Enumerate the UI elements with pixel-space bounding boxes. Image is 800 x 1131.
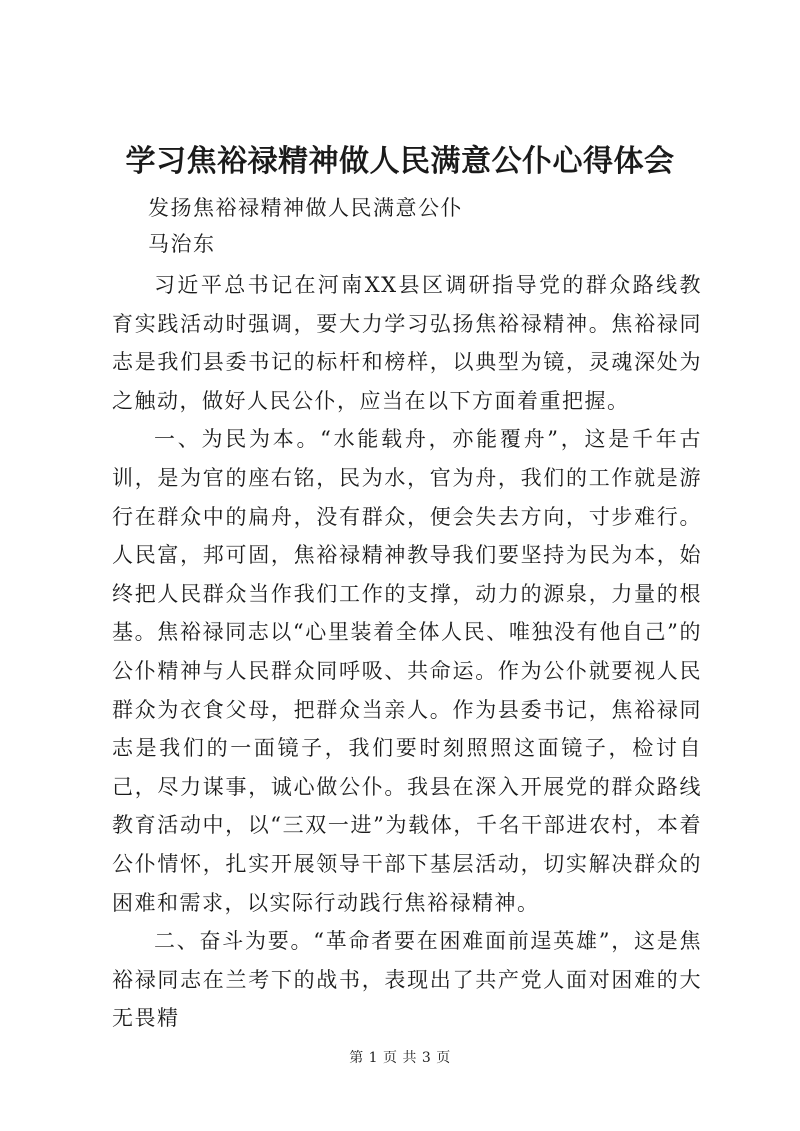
document-title: 学习焦裕禄精神做人民满意公仆心得体会 xyxy=(125,144,675,179)
document-body xyxy=(112,266,702,1038)
document-author: 马治东 xyxy=(148,232,216,256)
paragraph-section-one: 一、为民为本。“水能载舟，亦能覆舟”，这是千年古训，是为官的座右铭，民为水，官为舟，我们的工作就是游行在群众中的扁舟，没有群众，便会失去方向，寸步难行。人民富，邦可固，焦裕禄精神教导我们要坚持为民为本，始终把人民群众当作我们工作的支撑，动力的源泉，力量的根基。焦裕禄同志以“心里装着全体人民、唯独没有他自己”的公仆精神与人民群众同呼吸、共命运。作为公仆就要视人民群众为衣食父母，把群众当亲人。作为县委书记，焦裕禄同志是我们的一面镜子，我们要时刻照照这面镜子，检讨自己，尽力谋事，诚心做公仆。我县在深入开展党的群众路线教育活动中，以“三双一进”为载体，千名干部进农村，本着公仆情怀，扎实开展领导干部下基层活动，切实解决群众的困难和需求，以实际行动践行焦裕禄精神。 xyxy=(112,427,702,915)
paragraph-intro: 习近平总书记在河南XX县区调研指导党的群众路线教育实践活动时强调，要大力学习弘扬焦裕禄精神。焦裕禄同志是我们县委书记的标杆和榜样，以典型为镜，灵魂深处为之触动，做好人民公仆，应当在以下方面着重把握。 xyxy=(112,273,702,413)
paragraph-section-two: 二、奋斗为要。“革命者要在困难面前逞英雄”，这是焦裕禄同志在兰考下的战书，表现出了共产党人面对困难的大无畏精 xyxy=(112,929,702,1031)
page-number-footer: 第 1 页 共 3 页 xyxy=(349,1050,451,1066)
document-subtitle: 发扬焦裕禄精神做人民满意公仆 xyxy=(148,196,463,220)
